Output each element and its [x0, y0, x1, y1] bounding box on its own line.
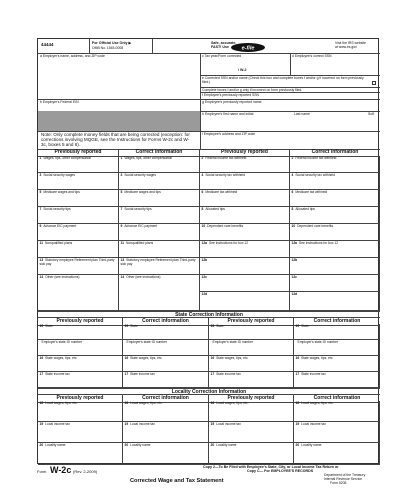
state-box-17-col1[interactable] [38, 372, 123, 388]
right-corr-box-12b[interactable] [290, 258, 380, 275]
box-label: Dependent care benefits [207, 224, 244, 228]
box-number: 15 [39, 324, 44, 328]
box-label: Medicare tax withheld [295, 190, 328, 194]
state-box-16-col4[interactable] [294, 356, 380, 372]
col-corr-right: Correct information [290, 149, 380, 157]
box-label: State [45, 324, 53, 328]
box-label: Local income tax [130, 422, 155, 426]
box-label: Medicare wages and tips [43, 190, 80, 194]
box-number: 12d [291, 292, 298, 296]
footer-copyc: Copy C— For EMPLOYEE'S RECORDS [247, 469, 314, 473]
box-label: Federal income tax withheld [295, 156, 337, 160]
correction-note: Note: Only complete money fields that are being corrected (exception: for corrections involving MQGE, see the Instructions for Forms W-2c and W-3c, boxes 5 and 6). [41, 132, 190, 147]
box-label: Medicare wages and tips [124, 190, 161, 194]
box-h-label: h Employee's first name and initial [202, 112, 254, 116]
box-label: Social security wages [124, 173, 157, 177]
box-label: Social security tax withheld [205, 173, 245, 177]
irs-visit-text: Visit the IRS website [335, 41, 367, 45]
box-label: State [301, 324, 309, 328]
local-box-20-col2[interactable] [123, 443, 209, 465]
box-label: See instructions for box 12 [209, 241, 249, 245]
box-number: 12a [201, 241, 208, 245]
form-code: 44444 [41, 42, 54, 47]
box-a-label: a Employer's name, address, and ZIP code [40, 54, 105, 58]
box-h-last-name: Last name [294, 112, 310, 116]
svg-text:e-file: e-file [241, 45, 255, 52]
box-number: 12c [201, 275, 208, 279]
box-number: 16 [295, 356, 300, 360]
state-box-id-col1[interactable] [38, 340, 123, 356]
box-c-label: c Tax year/Form corrected [202, 54, 242, 58]
local-box-20-col4[interactable] [294, 443, 380, 465]
box-number: 9 [39, 224, 42, 228]
right-prev-box-4[interactable] [200, 173, 290, 190]
efile-logo [230, 40, 266, 51]
right-prev-box-12c[interactable] [200, 275, 290, 292]
box-b-label: b Employer's Federal EIN [40, 100, 79, 104]
box-number: 6 [291, 190, 294, 194]
box-number: 15 [210, 324, 215, 328]
box-number: 7 [120, 207, 123, 211]
official-use-label: For Official Use Only ▶ [92, 41, 132, 45]
box-number: 15 [124, 324, 129, 328]
box-h-suffix: Suff. [368, 112, 375, 116]
box-label: Local income tax [301, 422, 326, 426]
local-col-corr-1: Correct information [123, 394, 209, 403]
state-col-corr-1: Correct information [123, 317, 209, 326]
left-prev-box-7[interactable] [38, 207, 119, 224]
box-number: 8 [201, 207, 204, 211]
state-col-corr-2: Correct information [294, 317, 380, 326]
box-number: 18 [210, 401, 215, 405]
box-number: 17 [210, 372, 215, 376]
local-box-19-col2[interactable] [123, 422, 209, 443]
box-number: 19 [210, 422, 215, 426]
right-prev-box-10[interactable] [200, 224, 290, 241]
box-label: Advance EIC payment [43, 224, 77, 228]
left-corr-box-13[interactable] [119, 258, 200, 275]
box-number: 7 [39, 207, 42, 211]
state-box-id-col2[interactable] [123, 340, 209, 356]
box-label: State [216, 324, 224, 328]
left-corr-box-1[interactable] [119, 156, 200, 173]
box-number: 9 [120, 224, 123, 228]
box-number: 12d [201, 292, 208, 296]
box-label: Locality name [216, 443, 237, 447]
box-number: 13 [120, 258, 125, 262]
local-box-20-col1[interactable] [38, 443, 123, 465]
box-label: Nonqualified plans [126, 241, 154, 245]
left-corr-box-7[interactable] [119, 207, 200, 224]
box-number: 12b [291, 258, 298, 262]
box-number: 8 [291, 207, 294, 211]
state-box-17-col4[interactable] [294, 372, 380, 388]
box-d-label: d Employee's correct SSN [292, 54, 332, 58]
box-number: 5 [39, 190, 42, 194]
local-box-18-col3[interactable] [209, 401, 294, 422]
box-label: State income tax [130, 372, 155, 376]
box-number: 1 [39, 156, 42, 160]
local-box-19-col3[interactable] [209, 422, 294, 443]
right-corr-box-12d[interactable] [290, 292, 380, 311]
left-prev-box-13[interactable] [38, 258, 119, 275]
footer-dept2: Internal Revenue Service [324, 477, 363, 481]
box-label: Social security wages [43, 173, 76, 177]
box-number: 1 [120, 156, 123, 160]
local-box-20-col3[interactable] [209, 443, 294, 465]
state-section-title: State Correction Information [38, 311, 380, 318]
box-number: 20 [124, 443, 129, 447]
state-box-17-col3[interactable] [209, 372, 294, 388]
box-number: 10 [201, 224, 206, 228]
box-number: 19 [295, 422, 300, 426]
box-number: 17 [39, 372, 44, 376]
state-box-15-col3[interactable] [209, 324, 294, 340]
box-label: Other (see instructions) [45, 275, 80, 279]
left-corr-box-14[interactable] [119, 275, 200, 311]
box-label: Employer's state ID number [297, 340, 339, 344]
box-label: Local wages, tips, etc. [130, 401, 163, 405]
box-number: 12a [291, 241, 298, 245]
right-corr-box-12a[interactable] [290, 241, 380, 258]
box-label: Social security tax withheld [295, 173, 335, 177]
right-prev-box-12d[interactable] [200, 292, 290, 311]
box-number: 3 [39, 173, 42, 177]
local-col-prev-1: Previously reported [38, 394, 123, 403]
right-corr-box-6[interactable] [290, 190, 380, 207]
box-label: Local income tax [216, 422, 241, 426]
box-number: 20 [210, 443, 215, 447]
state-box-15-col2[interactable] [123, 324, 209, 340]
box-number: 16 [124, 356, 129, 360]
state-box-id-col3[interactable] [209, 340, 294, 356]
right-corr-box-8[interactable] [290, 207, 380, 224]
box-label: Allocated tips [295, 207, 315, 211]
state-box-16-col3[interactable] [209, 356, 294, 372]
footer-revision: (Rev. 2-2009) [73, 469, 98, 474]
state-box-16-col2[interactable] [123, 356, 209, 372]
box-g-label: g Employee's previously reported name [202, 100, 262, 104]
box-e-label: e Corrected SSN and/or name (Check this box and complete boxes f and/or g if incorrect on form previously filed.) [202, 76, 364, 84]
box-number: 3 [120, 173, 123, 177]
box-number: 17 [295, 372, 300, 376]
box-number: 11 [120, 241, 124, 245]
box-label: State wages, tips, etc. [216, 356, 249, 360]
left-corr-box-5[interactable] [119, 190, 200, 207]
box-number: 20 [295, 443, 300, 447]
box-label: Social security tips [43, 207, 71, 211]
box-number: 10 [291, 224, 296, 228]
state-box-15-col1[interactable] [38, 324, 123, 340]
box-label: Advance EIC payment [124, 224, 158, 228]
local-col-prev-2: Previously reported [209, 394, 294, 403]
right-prev-box-12a[interactable] [200, 241, 290, 258]
box-number: 18 [124, 401, 129, 405]
right-corr-box-10[interactable] [290, 224, 380, 241]
box-number: 2 [201, 156, 204, 160]
box-number: 5 [120, 190, 123, 194]
right-prev-box-2[interactable] [200, 156, 290, 173]
box-number: 4 [291, 173, 294, 177]
box-label: Locality name [130, 443, 151, 447]
box-number: 14 [120, 275, 125, 279]
omb-number: OMB No. 1545-0008 [92, 46, 124, 50]
right-corr-box-12c[interactable] [290, 275, 380, 292]
box-number: 19 [124, 422, 129, 426]
locality-section-title: Locality Correction Information [38, 388, 380, 395]
box-label: State income tax [216, 372, 241, 376]
box-number: 16 [210, 356, 215, 360]
left-prev-box-14[interactable] [38, 275, 119, 311]
box-label: State wages, tips, etc. [45, 356, 78, 360]
footer-form-name: W-2c [50, 465, 72, 475]
box-c-form: / W-2 [238, 68, 247, 72]
box-label: State income tax [301, 372, 326, 376]
right-corr-box-4[interactable] [290, 173, 380, 190]
box-label: State wages, tips, etc. [130, 356, 163, 360]
box-e-checkbox[interactable] [372, 81, 376, 85]
box-label: Statutory employee Retirement plan Third-party sick pay [120, 258, 196, 266]
irs-website-text: at www.irs.gov [335, 45, 357, 49]
right-prev-box-6[interactable] [200, 190, 290, 207]
right-prev-box-12b[interactable] [200, 258, 290, 275]
box-label: State wages, tips, etc. [301, 356, 334, 360]
box-label: Wages, tips, other compensation [43, 156, 92, 160]
box-label: Local wages, tips, etc. [45, 401, 78, 405]
box-number: 12b [201, 258, 208, 262]
local-col-corr-2: Correct information [294, 394, 380, 403]
box-number: 4 [201, 173, 204, 177]
col-prev-left: Previously reported [38, 149, 119, 157]
box-label: Medicare tax withheld [205, 190, 238, 194]
box-number: 15 [295, 324, 300, 328]
state-col-prev-2: Previously reported [209, 317, 294, 326]
shaded-area [38, 111, 200, 131]
box-label: Dependent care benefits [297, 224, 334, 228]
local-box-18-col1[interactable] [38, 401, 123, 422]
box-number: 14 [39, 275, 44, 279]
state-box-15-col4[interactable] [294, 324, 380, 340]
state-box-16-col1[interactable] [38, 356, 123, 372]
box-f-label: f Employee's previously reported SSN [202, 93, 259, 97]
box-label: Employer's state ID number [41, 340, 83, 344]
box-label: Allocated tips [205, 207, 225, 211]
local-box-18-col4[interactable] [294, 401, 380, 422]
box-label: Social security tips [124, 207, 152, 211]
footer-form-no: Form 5208 [330, 481, 347, 485]
footer-form-word: Form [37, 469, 47, 474]
left-corr-box-11[interactable] [119, 241, 200, 258]
box-number: 2 [291, 156, 294, 160]
left-corr-box-3[interactable] [119, 173, 200, 190]
box-label: See instructions for box 12 [299, 241, 339, 245]
complete-boxes-note: Complete boxes f and/or g only if incorrect on form previously filed. [202, 88, 303, 92]
form-border [37, 38, 379, 464]
local-box-18-col2[interactable] [123, 401, 209, 422]
box-label: Local income tax [45, 422, 70, 426]
box-number: 19 [39, 422, 44, 426]
box-label: Federal income tax withheld [205, 156, 247, 160]
left-prev-box-1[interactable] [38, 156, 119, 173]
box-number: 18 [39, 401, 44, 405]
left-prev-box-3[interactable] [38, 173, 119, 190]
box-label: Statutory employee Retirement plan Third-party sick pay [39, 258, 115, 266]
box-label: State income tax [45, 372, 70, 376]
fast-use-text: FAST! Use [211, 45, 229, 49]
box-i-label: i Employee's address and ZIP code [202, 132, 256, 136]
box-label: State [130, 324, 138, 328]
state-box-17-col2[interactable] [123, 372, 209, 388]
box-label: Locality name [301, 443, 322, 447]
box-number: 12c [291, 275, 298, 279]
box-label: Employer's state ID number [126, 340, 168, 344]
box-number: 16 [39, 356, 44, 360]
box-number: 13 [39, 258, 44, 262]
local-box-19-col4[interactable] [294, 422, 380, 443]
box-label: Nonqualified plans [45, 241, 73, 245]
state-box-id-col4[interactable] [294, 340, 380, 356]
box-number: 11 [39, 241, 43, 245]
footer-dept1: Department of the Treasury [324, 473, 366, 477]
right-prev-box-8[interactable] [200, 207, 290, 224]
box-label: Locality name [45, 443, 66, 447]
box-number: 20 [39, 443, 44, 447]
local-box-19-col1[interactable] [38, 422, 123, 443]
left-prev-box-11[interactable] [38, 241, 119, 258]
safe-accurate-text: Safe, accurate, [211, 41, 237, 45]
footer-title: Corrected Wage and Tax Statement [130, 478, 224, 484]
box-number: 18 [295, 401, 300, 405]
box-number: 17 [124, 372, 129, 376]
box-number: 6 [201, 190, 204, 194]
box-label: Local wages, tips, etc. [216, 401, 249, 405]
left-corr-box-9[interactable] [119, 224, 200, 241]
box-label: Other (see instructions) [126, 275, 161, 279]
left-prev-box-9[interactable] [38, 224, 119, 241]
box-label: Local wages, tips, etc. [301, 401, 334, 405]
col-corr-left: Correct information [119, 149, 200, 157]
footer-copy2: Copy 2—To Be Filed with Employee's State, City, or Local Income Tax Return or [203, 465, 339, 469]
right-corr-box-2[interactable] [290, 156, 380, 173]
box-label: Employer's state ID number [212, 340, 254, 344]
state-col-prev-1: Previously reported [38, 317, 123, 326]
left-prev-box-5[interactable] [38, 190, 119, 207]
box-label: Wages, tips, other compensation [124, 156, 173, 160]
col-prev-right: Previously reported [200, 149, 290, 157]
